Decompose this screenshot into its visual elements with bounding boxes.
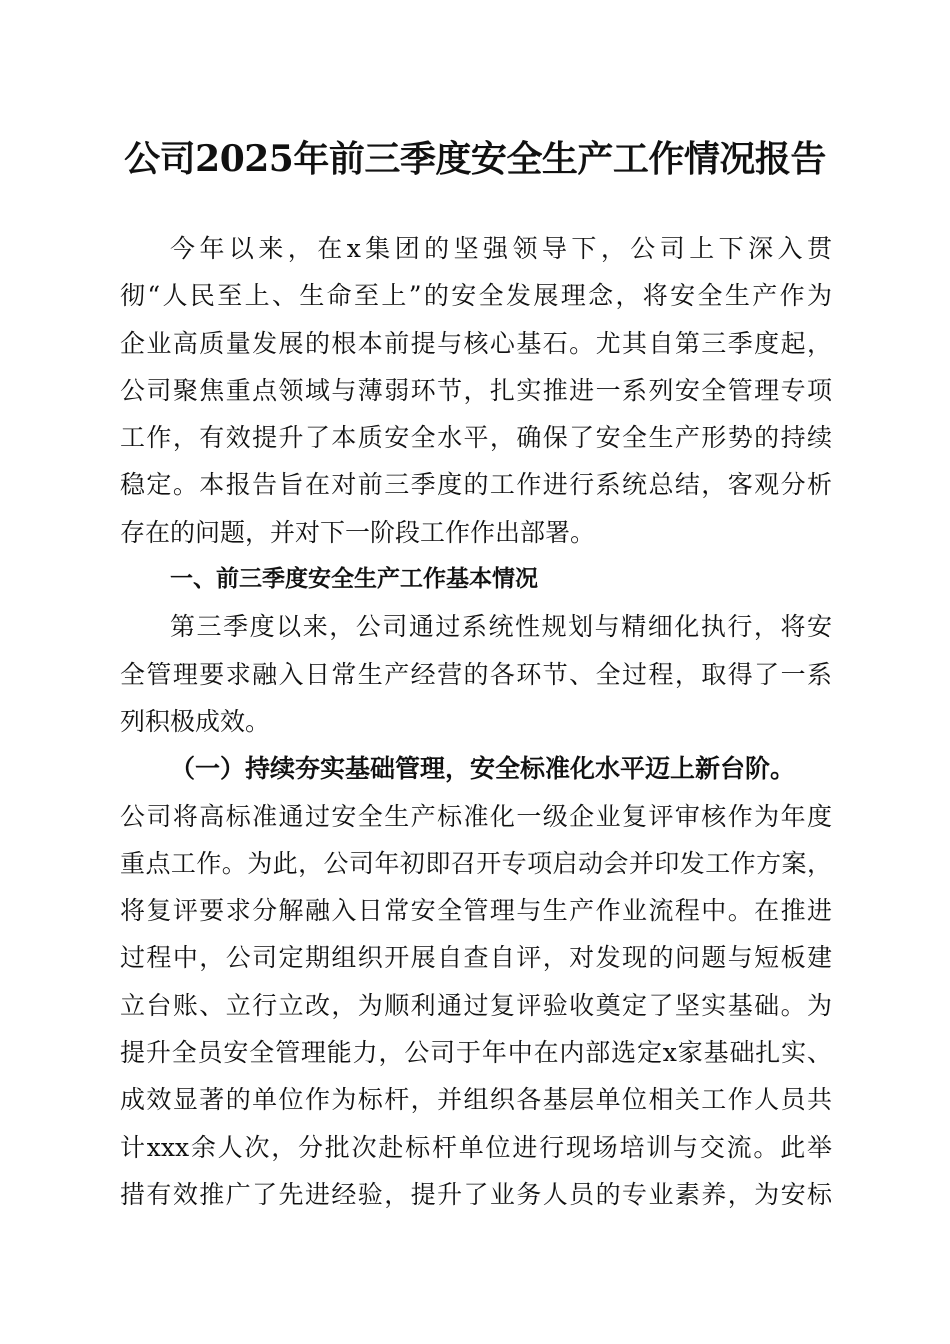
- paragraph-intro: [120, 225, 832, 556]
- document-title: 公司2025年前三季度安全生产工作情况报告: [124, 138, 826, 180]
- section-heading: 一、前三季度安全生产工作基本情况: [170, 566, 538, 593]
- paragraph-line: 成效显著的单位作为标杆，并组织各基层单位相关工作人员共: [120, 1085, 832, 1115]
- paragraph-line: 企业高质量发展的根本前提与核心基石。尤其自第三季度起，: [120, 328, 832, 358]
- paragraph-line: 稳定。本报告旨在对前三季度的工作进行系统总结，客观分析: [120, 470, 832, 500]
- paragraph-line: 公司聚焦重点领域与薄弱环节，扎实推进一系列安全管理专项: [120, 375, 832, 405]
- document-body: [120, 225, 832, 1218]
- paragraph-line: 第三季度以来，公司通过系统性规划与精细化执行，将安: [170, 612, 832, 642]
- paragraph-subsection-1: [120, 793, 832, 1219]
- paragraph-line: 公司将高标准通过安全生产标准化一级企业复评审核作为年度: [120, 801, 832, 831]
- paragraph-line: 计xxx余人次，分批次赴标杆单位进行现场培训与交流。此举: [120, 1132, 832, 1162]
- paragraph-line: 存在的问题，并对下一阶段工作作出部署。: [120, 517, 596, 547]
- paragraph-line: 今年以来，在x集团的坚强领导下，公司上下深入贯: [170, 234, 832, 263]
- paragraph-line: 工作，有效提升了本质安全水平，确保了安全生产形势的持续: [120, 423, 832, 453]
- paragraph-line: 立台账、立行立改，为顺利通过复评验收奠定了坚实基础。为: [120, 990, 832, 1020]
- paragraph-line: 全管理要求融入日常生产经营的各环节、全过程，取得了一系: [120, 659, 832, 689]
- paragraph-line: 提升全员安全管理能力，公司于年中在内部选定x家基础扎实、: [120, 1038, 832, 1068]
- paragraph-section-1: [120, 603, 832, 745]
- paragraph-line: 过程中，公司定期组织开展自查自评，对发现的问题与短板建: [120, 943, 832, 973]
- paragraph-line: 彻“人民至上、生命至上”的安全发展理念，将安全生产作为: [120, 281, 832, 311]
- subsection-heading: （一）持续夯实基础管理，安全标准化水平迈上新台阶。: [170, 754, 796, 784]
- paragraph-line: 列积极成效。: [120, 706, 271, 736]
- paragraph-line: 措有效推广了先进经验，提升了业务人员的专业素养，为安标: [120, 1179, 832, 1209]
- paragraph-line: 重点工作。为此，公司年初即召开专项启动会并印发工作方案，: [120, 848, 832, 878]
- paragraph-line: 将复评要求分解融入日常安全管理与生产作业流程中。在推进: [120, 896, 832, 926]
